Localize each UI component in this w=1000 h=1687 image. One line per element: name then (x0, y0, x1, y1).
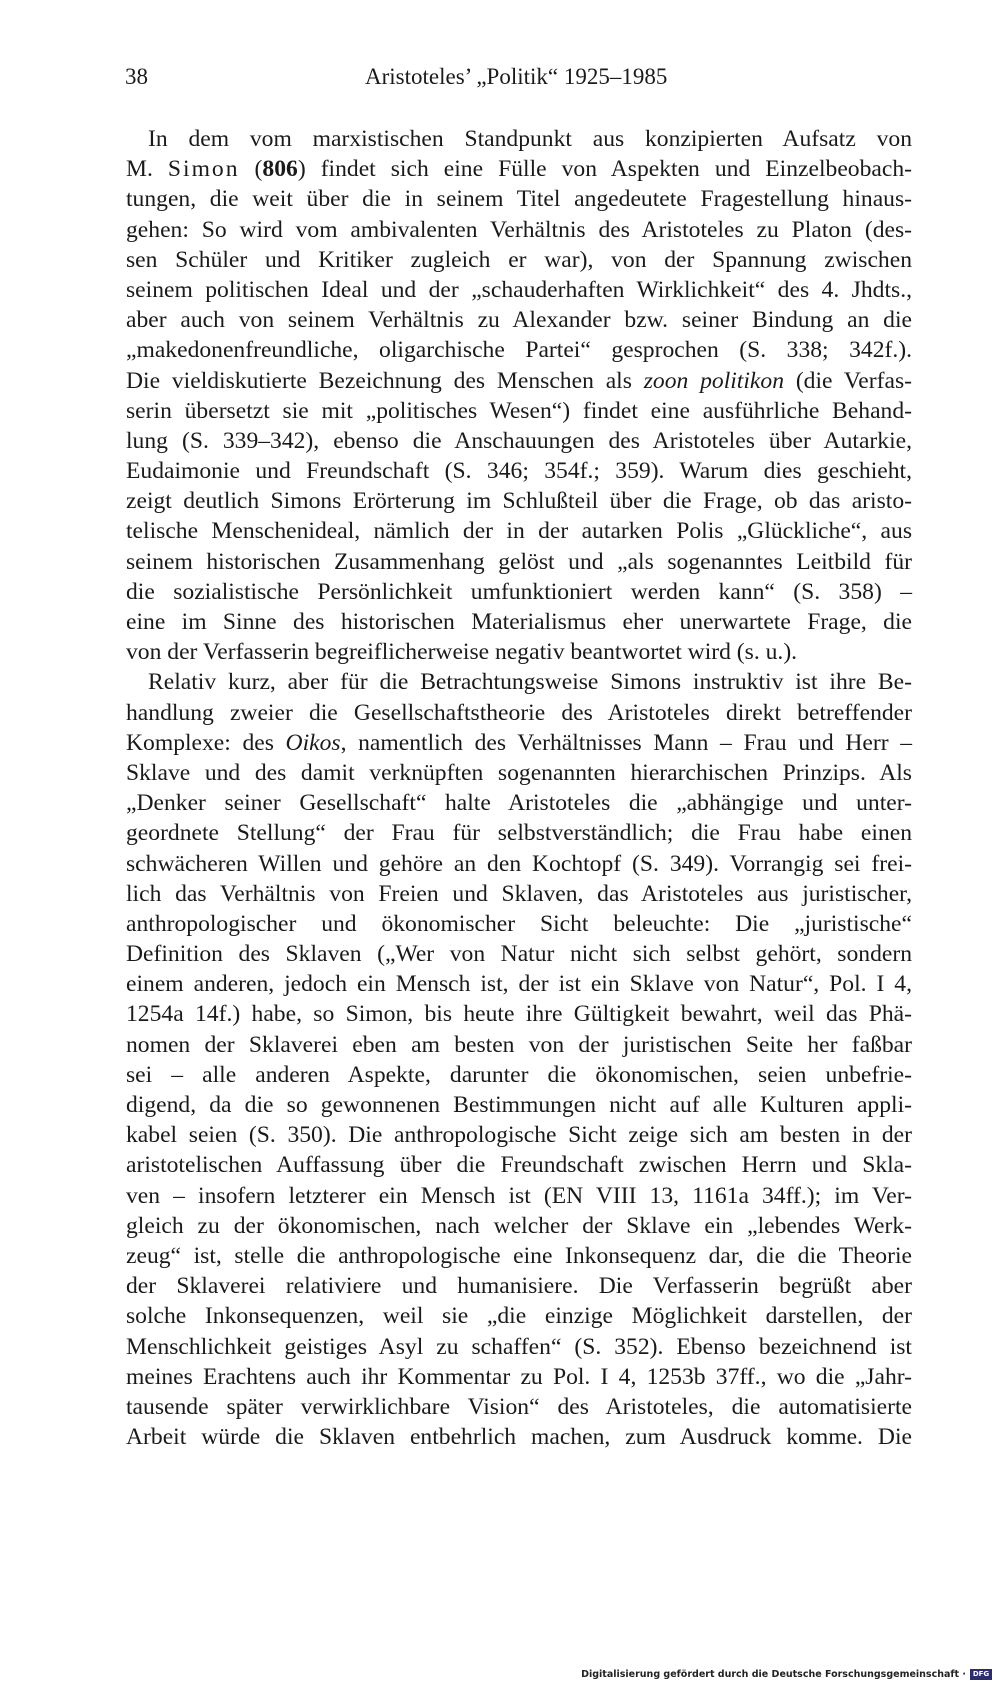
text-line: serin übersetzt sie mit „politisches Wesen“) findet eine ausführliche Behand- (126, 397, 912, 424)
text-line: sen Schüler und Kritiker zugleich er war), von der Spannung zwischen (126, 246, 912, 273)
text-line: zeigt deutlich Simons Erörterung im Schlußteil über die Frage, ob das aristo- (126, 488, 912, 515)
text-line: lich das Verhältnis von Freien und Sklaven, das Aristoteles aus juristischer, (126, 880, 912, 907)
text-run: ) findet sich eine Fülle von Aspekten und Einzelbeobach- (297, 156, 912, 183)
paragraph-2 (126, 667, 912, 1452)
text-line: „Denker seiner Gesellschaft“ halte Aristoteles die „abhängige und unter- (126, 790, 912, 817)
text-line: solche Inkonsequenzen, weil sie „die einzige Möglichkeit darstellen, der (126, 1303, 912, 1330)
text-run: (die Verfas- (784, 367, 913, 394)
text-line: die sozialistische Persönlichkeit umfunktioniert werden kann“ (S. 358) – (126, 578, 912, 605)
text-line: sei – alle anderen Aspekte, darunter die ökonomischen, seien unbefrie- (126, 1061, 912, 1088)
text-run: Die vieldiskutierte Bezeichnung des Menschen als (126, 367, 644, 394)
text-run: ( (239, 156, 263, 183)
italic-term: zoon politikon (643, 367, 784, 394)
text-line: ven – insofern letzterer ein Mensch ist (EN VIII 13, 1161a 34ff.); im Ver- (126, 1182, 912, 1209)
text-run: M. (126, 156, 168, 183)
text-line: meines Erachtens auch ihr Kommentar zu Pol. I 4, 1253b 37ff., wo die „Jahr- (126, 1363, 912, 1390)
reference-number: 806 (262, 156, 298, 183)
text-line (126, 154, 912, 184)
page-number: 38 (125, 64, 148, 89)
text-line: eine im Sinne des historischen Materialismus eher unerwartete Frage, die (126, 609, 912, 635)
text-line: aristotelischen Auffassung über die Freundschaft zwischen Herrn und Skla- (126, 1152, 912, 1179)
text-line: seinem historischen Zusammenhang gelöst und „als sogenanntes Leitbild für (126, 548, 912, 575)
italic-term: Oikos (285, 729, 341, 756)
footer-text: Digitalisierung gefördert durch die Deutsche Forschungsgemeinschaft · (581, 1668, 966, 1680)
running-head: Aristoteles’ „Politik“ 1925–1985 (365, 64, 668, 89)
author-name: Simon (167, 156, 240, 183)
text-line: digend, da die so gewonnenen Bestimmungen nicht auf alle Kulturen appli- (126, 1092, 912, 1118)
text-line: gehen: So wird vom ambivalenten Verhältnis des Aristoteles zu Platon (des- (126, 216, 912, 243)
digitization-footer (581, 1666, 992, 1682)
text-line (126, 728, 912, 758)
text-line: anthropologischer und ökonomischer Sicht beleuchte: Die „juristische“ (126, 910, 912, 937)
text-line: handlung zweier die Gesellschaftstheorie des Aristoteles direkt betreffender (126, 699, 912, 726)
text-line: seinem politischen Ideal und der „schauderhaften Wirklichkeit“ des 4. Jhdts., (126, 276, 912, 303)
text-line: Eudaimonie und Freundschaft (S. 346; 354f.; 359). Warum dies geschieht, (126, 458, 912, 485)
text-line: „makedonenfreundliche, oligarchische Partei“ gesprochen (S. 338; 342f.). (126, 337, 912, 364)
text-line: 1254a 14f.) habe, so Simon, bis heute ihre Gültigkeit bewahrt, weil das Phä- (126, 1001, 912, 1028)
text-line: lung (S. 339–342), ebenso die Anschauungen des Aristoteles über Autarkie, (126, 427, 912, 454)
text-line: einem anderen, jedoch ein Mensch ist, der ist ein Sklave von Natur“, Pol. I 4, (126, 971, 912, 998)
text-line: kabel seien (S. 350). Die anthropologische Sicht zeige sich am besten in der (126, 1122, 912, 1149)
text-line: In dem vom marxistischen Standpunkt aus konzipierten Aufsatz von (148, 126, 912, 152)
text-line: der Sklaverei relativiere und humanisiere. Die Verfasserin begrüßt aber (126, 1273, 912, 1300)
text-line: schwächeren Willen und gehöre an den Kochtopf (S. 349). Vorrangig sei frei- (126, 850, 912, 877)
text-line: nomen der Sklaverei eben am besten von der juristischen Seite her faßbar (126, 1031, 912, 1058)
text-line: Relativ kurz, aber für die Betrachtungsweise Simons instruktiv ist ihre Be- (148, 669, 912, 696)
text-line: Menschlichkeit geistiges Asyl zu schaffen“ (S. 352). Ebenso bezeichnend ist (126, 1333, 912, 1360)
text-line: zeug“ ist, stelle die anthropologische eine Inkonsequenz dar, die die Theorie (126, 1242, 912, 1269)
paragraph-1 (126, 124, 912, 667)
page-header (125, 64, 905, 98)
text-line: aber auch von seinem Verhältnis zu Alexander bzw. seiner Bindung an die (126, 307, 912, 334)
text-line: telische Menschenideal, nämlich der in der autarken Polis „Glückliche“, aus (126, 518, 912, 545)
text-run: Komplexe: des (126, 729, 286, 756)
body-text (126, 124, 912, 1452)
text-line: geordnete Stellung“ der Frau für selbstverständlich; die Frau habe einen (126, 820, 912, 847)
text-line (126, 366, 912, 396)
text-line: gleich zu der ökonomischen, nach welcher der Sklave ein „lebendes Werk- (126, 1212, 912, 1239)
dfg-logo: DFG (970, 1669, 992, 1680)
text-line: von der Verfasserin begreiflicherweise negativ beantwortet wird (s. u.). (126, 639, 798, 666)
text-line: Arbeit würde die Sklaven entbehrlich machen, zum Ausdruck komme. Die (126, 1424, 912, 1451)
text-line: tungen, die weit über die in seinem Titel angedeutete Fragestellung hinaus- (126, 186, 912, 213)
text-line: tausende später verwirklichbare Vision“ des Aristoteles, die automatisierte (126, 1393, 912, 1420)
text-line: Definition des Sklaven („Wer von Natur nicht sich selbst gehört, sondern (126, 941, 912, 968)
text-line: Sklave und des damit verknüpften sogenannten hierarchischen Prinzips. Als (126, 759, 912, 786)
text-run: , namentlich des Verhältnisses Mann – Frau und Herr – (340, 729, 912, 756)
